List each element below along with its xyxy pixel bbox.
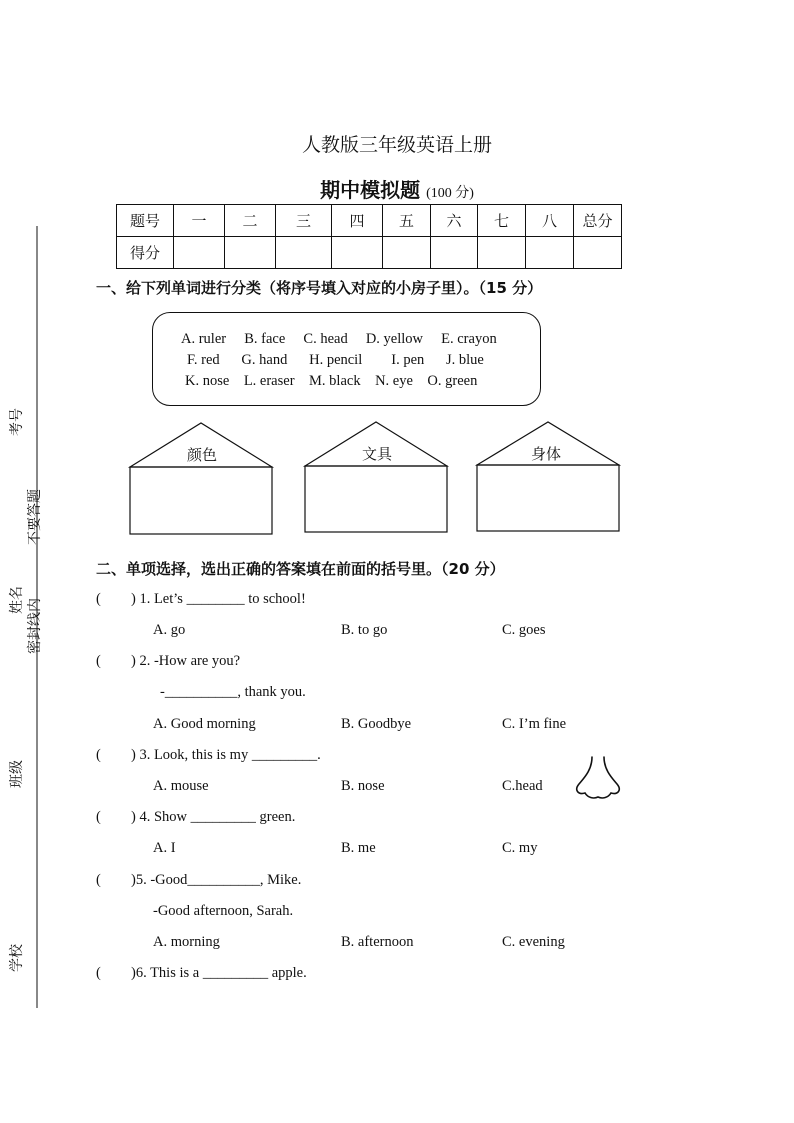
q1-bracket[interactable]: ( <box>96 591 101 607</box>
house-label-colors: 颜色 <box>186 448 217 464</box>
q1-stem: ) 1. Let’s ________ to school! <box>131 591 306 607</box>
page-title <box>0 174 794 203</box>
q5-stem: )5. -Good__________, Mike. <box>131 872 302 888</box>
no-answer-label: 不要答题 <box>27 489 43 545</box>
score-cell: 题号 <box>117 205 174 237</box>
house-colors[interactable] <box>130 423 272 534</box>
section1-heading: 一、给下列单词进行分类（将序号填入对应的小房子里）。（15 分） <box>96 279 543 297</box>
score-cell: 八 <box>526 205 574 237</box>
q2-line2: -__________, thank you. <box>160 684 306 700</box>
score-input-cell[interactable] <box>332 237 383 269</box>
q4-option-a: A. I <box>153 840 176 856</box>
q2-stem: ) 2. -How are you? <box>131 653 241 669</box>
subtitle: 人教版三年级英语上册 <box>301 135 492 156</box>
word-item: H. pencil <box>309 352 363 368</box>
q3-option-c: C.head <box>502 778 543 794</box>
q3-bracket[interactable]: ( <box>96 747 101 763</box>
q2-option-a: A. Good morning <box>153 716 256 732</box>
q1-option-b: B. to go <box>341 622 388 638</box>
score-cell: 二 <box>225 205 276 237</box>
q4-stem: ) 4. Show _________ green. <box>131 809 296 825</box>
word-row-1 <box>181 331 497 348</box>
score-cell: 得分 <box>117 237 174 269</box>
word-item: I. pen <box>391 352 425 368</box>
word-row-2 <box>187 352 484 369</box>
word-item: L. eraser <box>243 373 295 389</box>
word-row-3 <box>185 373 477 390</box>
word-item: D. yellow <box>365 331 424 347</box>
q6-stem: )6. This is a _________ apple. <box>131 965 307 981</box>
house-body[interactable] <box>477 422 619 531</box>
score-input-cell[interactable] <box>431 237 478 269</box>
score-cell: 四 <box>332 205 383 237</box>
class-label: 班级 <box>9 760 25 788</box>
word-item: N. eye <box>375 373 413 389</box>
house-label-body: 身体 <box>530 447 561 463</box>
q4-option-c: C. my <box>502 840 538 856</box>
score-table <box>116 204 622 269</box>
q5-option-a: A. morning <box>153 934 220 950</box>
score-table-header-row <box>117 205 622 237</box>
score-input-cell[interactable] <box>276 237 332 269</box>
q5-option-c: C. evening <box>502 934 565 950</box>
q2-option-b: B. Goodbye <box>341 716 412 732</box>
q3-option-b: B. nose <box>341 778 385 794</box>
score-input-cell[interactable] <box>225 237 276 269</box>
score-input-cell[interactable] <box>574 237 622 269</box>
school-label: 学校 <box>9 944 25 972</box>
score-input-cell[interactable] <box>174 237 225 269</box>
q5-option-b: B. afternoon <box>341 934 414 950</box>
score-input-cell[interactable] <box>526 237 574 269</box>
word-item: O. green <box>427 373 478 389</box>
score-cell: 一 <box>174 205 225 237</box>
score-cell: 总分 <box>574 205 622 237</box>
q6-bracket[interactable]: ( <box>96 965 101 981</box>
score-cell: 六 <box>431 205 478 237</box>
q4-bracket[interactable]: ( <box>96 809 101 825</box>
inside-line-label: 密封线内 <box>27 598 43 654</box>
q1-option-c: C. goes <box>502 622 546 638</box>
score-cell: 三 <box>276 205 332 237</box>
word-bank <box>152 312 541 406</box>
q2-bracket[interactable]: ( <box>96 653 101 669</box>
house-stationery[interactable] <box>305 422 447 532</box>
score-cell: 七 <box>478 205 526 237</box>
category-houses <box>0 415 794 540</box>
word-item: E. crayon <box>441 331 497 347</box>
title-text: 期中模拟题 <box>320 178 421 202</box>
section2-heading: 二、单项选择，选出正确的答案填在前面的括号里。（20 分） <box>96 560 505 578</box>
word-item: M. black <box>309 373 361 389</box>
score-table-score-row <box>117 237 622 269</box>
score-cell: 五 <box>383 205 431 237</box>
score-input-cell[interactable] <box>383 237 431 269</box>
q4-option-b: B. me <box>341 840 376 856</box>
word-item: K. nose <box>185 373 230 389</box>
exam-no-label: 考号 <box>9 408 25 436</box>
word-item: G. hand <box>241 352 288 368</box>
word-item: B. face <box>244 331 286 347</box>
word-item: J. blue <box>446 352 484 368</box>
score-input-cell[interactable] <box>478 237 526 269</box>
q3-stem: ) 3. Look, this is my _________. <box>131 747 321 763</box>
nose-icon <box>572 754 624 800</box>
q1-option-a: A. go <box>153 622 186 638</box>
word-item: A. ruler <box>181 331 227 347</box>
q3-option-a: A. mouse <box>153 778 209 794</box>
total-points: (100 分) <box>426 186 474 201</box>
name-label: 姓名 <box>9 586 25 614</box>
word-item: F. red <box>187 352 220 368</box>
word-item: C. head <box>303 331 348 347</box>
q2-option-c: C. I’m fine <box>502 716 567 732</box>
q5-line2: -Good afternoon, Sarah. <box>153 903 294 919</box>
house-label-stationery: 文具 <box>361 447 392 463</box>
q5-bracket[interactable]: ( <box>96 872 101 888</box>
